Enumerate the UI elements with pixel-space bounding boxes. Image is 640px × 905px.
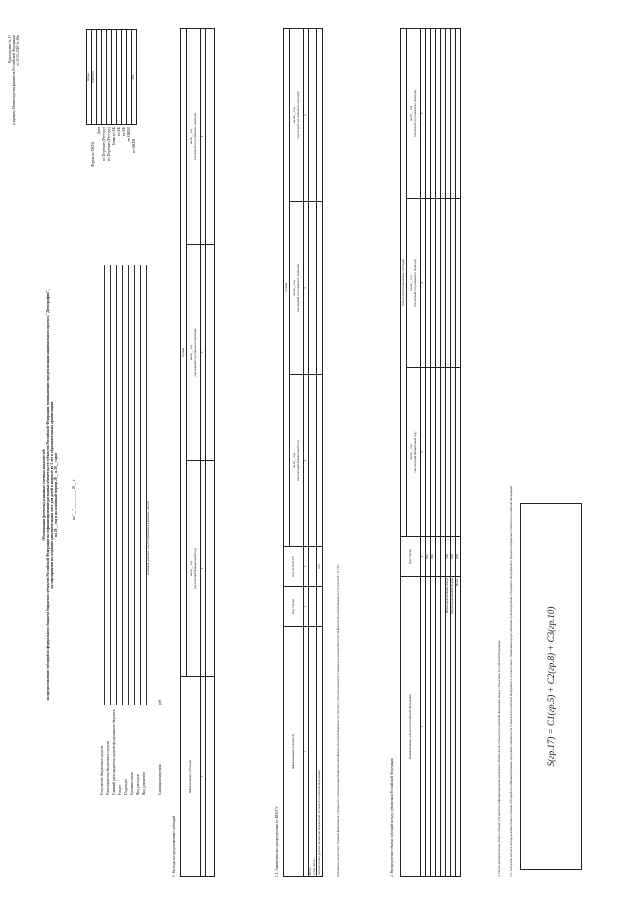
col-num: 4: [201, 28, 206, 244]
codes-labels: [97, 127, 132, 175]
col-sum: Сумма: [284, 28, 290, 546]
col-sum: Сумма: [181, 28, 187, 676]
table-cell: [317, 202, 323, 375]
row-code: 700: [446, 537, 451, 577]
col-num: 4: [304, 375, 309, 547]
subsidies-table: [180, 28, 215, 877]
col-num: 6: [304, 28, 309, 201]
okei-label: по ОКЕИ: [132, 138, 136, 153]
table-cell: [206, 245, 215, 461]
col-num: 2: [421, 537, 426, 577]
title-line-3: на мероприятия по созданию дополнительных мест для детей в возрасте до 3 лет в образовательных организациях: [50, 401, 55, 589]
form-code: 0505633: [92, 30, 97, 125]
regions-table: [400, 28, 461, 877]
table-cell: [309, 547, 317, 587]
col-num: 2: [201, 461, 206, 677]
row-code: 800: [451, 537, 456, 577]
table-cell: [317, 587, 323, 627]
field-main-manager: Главный распорядитель средств федерального бюджета: [112, 709, 116, 795]
section-3-title: 3. Расчет распределения общего объема субсидий на софинансирование расходных обязательств субъектов Российской Федерации между субъектами Российской Федерации: [497, 640, 501, 877]
col-kosgu: Код по КОСГУ: [284, 547, 304, 587]
col-num: 5: [421, 28, 426, 198]
appendix-block: [8, 35, 20, 265]
table-cell: [456, 368, 461, 537]
section-1-title: 1. Расходы на предоставление субсидий: [172, 815, 176, 877]
appendix-line-2: к приказу Министерства финансов Российской Федерации: [12, 35, 17, 125]
table-cell: [317, 375, 323, 547]
table-cell: [456, 28, 461, 198]
appendix-line-3: от 20.03.2018 № 48н: [16, 35, 21, 67]
col-num: 3: [421, 368, 426, 537]
codes-label: по БК: [117, 127, 121, 137]
field-document-type: Вид документа: [142, 771, 146, 795]
row-code: 900: [456, 537, 461, 577]
codes-label: Дата: [97, 127, 101, 135]
section-2-title: 2. Распределение объема субсидий между субъектами Российской Федерации: [390, 757, 394, 877]
row-undistributed-label: Нераспределенный объем: [446, 577, 451, 877]
codes-table: [86, 29, 137, 125]
row-kosgu-code: 251: [317, 547, 323, 587]
row-code: 002: [431, 537, 436, 577]
table-cell: [317, 28, 323, 201]
col-year-3: на 20__ год (на второй год планового периода): [407, 28, 421, 198]
table-cell: [309, 587, 317, 627]
table-cell: [309, 28, 317, 201]
col-indicator-name: Наименование показателя: [284, 627, 304, 877]
field-manager: Распорядитель бюджетных средств: [106, 740, 110, 795]
col-year-1: на 20__ год (на текущий финансовый год): [290, 375, 304, 547]
col-num: 4: [421, 199, 426, 368]
col-num: 1: [201, 677, 206, 877]
col-year-1: на 20__ год (на текущий финансовый год): [187, 461, 201, 677]
row-code: 001: [426, 537, 431, 577]
unit-value: руб: [158, 699, 162, 705]
col-num: 3: [304, 547, 309, 587]
col-region-name: Наименование субъекта Российской Федерации: [401, 577, 421, 877]
col-num: 2: [304, 587, 309, 627]
table-cell: [206, 677, 215, 877]
title-date: на "__" __________ 20__ г.: [72, 479, 76, 520]
col-year-2: на 20__ год (на первый год планового периода): [187, 245, 201, 461]
col-row-code: Код строки: [401, 537, 421, 577]
field-target-article: Целевая статья: [130, 772, 134, 795]
row-total-label: Всего в том числе:: [309, 627, 317, 877]
title-line-4: на 20__ год и на плановый период 20__ и 20__ годов: [54, 453, 59, 537]
document-title: [42, 145, 59, 845]
col-year-3: на 20__ год (на второй год планового периода): [290, 28, 304, 201]
col-row-code: Код строки: [284, 587, 304, 627]
codes-label: по БК: [122, 127, 126, 137]
title-line-1: Обоснования (расчеты) плановых сметных показателей: [42, 449, 46, 541]
okei-code: 383: [132, 30, 137, 125]
table-cell: [456, 199, 461, 368]
col-year-3: на 20__ год (на второй год планового периода): [187, 28, 201, 244]
field-recipient: Получатель бюджетных средств: [100, 745, 104, 795]
appendix-line-1: Приложение № 17: [8, 35, 12, 64]
formula-text: S(гр.17) = C1(гр.5) + C2(гр.8) + C3(гр.10): [545, 606, 556, 767]
codes-label: по Перечню (Реестру): [107, 127, 111, 161]
table-cell: [206, 461, 215, 677]
row-reserve-label: Нераспределенный резерв: [451, 577, 456, 877]
col-year-2: на 20__ год (на первый год планового периода): [290, 202, 304, 375]
title-line-2: на предоставление субсидий из федерального бюджета бюджетам субъектов Российской Федерации на софинансирование расходных обязательств субъектов Российской Федерации, возникающих при реализации национального проекта "Демография",: [46, 289, 51, 701]
col-num: 3: [201, 245, 206, 461]
col-volume: Объем предоставляемых субсидий: [401, 28, 407, 536]
row-total-label: Итого: [456, 577, 461, 877]
codes-label: Глава по БК: [112, 127, 116, 146]
kosgu-table: [283, 28, 323, 877]
section-3-1-title: 3.1. Алгоритм расчета распределения общего объема субсидий на софинансирование расходных обязательств субъектов Российской Федерации в соответствии с правилами предоставления и распределения субсидий из федерального бюджета бюджетам субъектов Российской Федерации: [509, 486, 513, 877]
field-expense-type: Вид расходов: [136, 774, 140, 795]
field-section: Раздел: [118, 784, 122, 795]
formula-box: [520, 503, 582, 870]
col-year-1: на 20__ год (на текущий финансовый год): [407, 368, 421, 537]
form-label: Форма по ОКУД: [91, 141, 95, 167]
codes-header: Коды: [87, 30, 92, 125]
row-budget-label: перечисления другим бюджетам бюджетной системы Российской Федерации: [317, 627, 323, 877]
table-cell: [206, 28, 215, 244]
section-1-1-title: 1.1. Аналитическое распределение по КОСГУ: [275, 806, 279, 877]
doc-type-note: (основной документ - код 01; изменения к документу - код 02): [147, 500, 150, 575]
table-cell: [309, 375, 317, 547]
codes-label: по ОКЕИ: [127, 127, 131, 142]
col-num: 5: [304, 202, 309, 375]
field-unit: Единица измерения:: [158, 763, 162, 795]
col-year-2: на 20__ год (на первый год планового периода): [407, 199, 421, 368]
col-num: 1: [421, 577, 426, 877]
field-subsection: Подраздел: [124, 778, 128, 795]
footnote: Заполняется в соответствии с Порядком формирования, утверждения и применения кодов бюджетной классификации Российской Федерации, их структуры и принципов назначения, утвержденным приказом Министерства финансов Российской Федерации от 8 июня 2018 г. № 132н.: [337, 564, 340, 877]
col-subsidy-name: Наименование субсидии: [181, 677, 201, 877]
table-cell: [309, 202, 317, 375]
col-num: 1: [304, 627, 309, 877]
codes-label: по Перечню (Реестру): [102, 127, 106, 161]
